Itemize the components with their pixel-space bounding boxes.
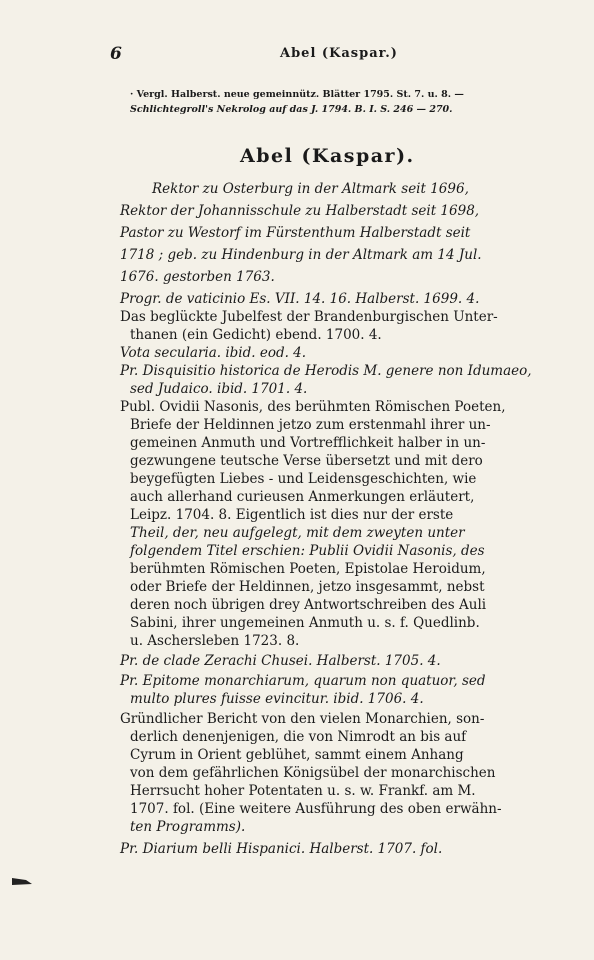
biography-line: 1676. gestorben 1763. [120, 269, 275, 285]
work-line: Publ. Ovidii Nasonis, des berühmten Römischen Poeten, [120, 399, 506, 415]
work-line: Herrsucht hoher Potentaten u. s. w. Frankf. am M. [130, 783, 476, 799]
biography-line: Rektor der Johannisschule zu Halberstadt seit 1698, [120, 203, 480, 219]
work-line: folgendem Titel erschien: Publii Ovidii Nasonis, des [130, 543, 485, 559]
work-line: 1707. fol. (Eine weitere Ausführung des oben erwähn- [130, 801, 502, 817]
biography-line: Rektor zu Osterburg in der Altmark seit 1696, [152, 181, 469, 197]
page-header [110, 44, 550, 64]
page-number: 6 [110, 44, 122, 64]
work-line: Vota secularia. ibid. eod. 4. [120, 345, 307, 361]
work-line: Briefe der Heldinnen jetzo zum erstenmahl ihrer un- [130, 417, 491, 433]
biography-line: Pastor zu Westorf im Fürstenthum Halberstadt seit [120, 225, 471, 241]
margin-ink-mark [12, 876, 32, 886]
work-line: oder Briefe der Heldinnen, jetzo insgesammt, nebst [130, 579, 485, 595]
work-line: beygefügten Liebes - und Leidensgeschichten, wie [130, 471, 477, 487]
work-line: Pr. Disquisitio historica de Herodis M. genere non Idumaeo, [120, 363, 532, 379]
work-line: Cyrum in Orient geblühet, sammt einem Anhang [130, 747, 464, 763]
work-line: sed Judaico. ibid. 1701. 4. [130, 381, 308, 397]
work-line: ten Programms). [130, 819, 246, 835]
work-line: Das beglückte Jubelfest der Brandenburgischen Unter- [120, 309, 498, 325]
work-line: gemeinen Anmuth und Vortrefflichkeit halber in un- [130, 435, 486, 451]
work-line: Gründlicher Bericht von den vielen Monarchien, son- [120, 711, 485, 727]
work-line: von dem gefährlichen Königsübel der monarchischen [130, 765, 496, 781]
work-line: berühmten Römischen Poeten, Epistolae Heroidum, [130, 561, 486, 577]
work-line: deren noch übrigen drey Antwortschreiben des Auli [130, 597, 487, 613]
work-line: u. Aschersleben 1723. 8. [130, 633, 300, 649]
work-line: thanen (ein Gedicht) ebend. 1700. 4. [130, 327, 382, 343]
work-line: Pr. Epitome monarchiarum, quarum non quatuor, sed [120, 673, 486, 689]
work-line: Theil, der, neu aufgelegt, mit dem zweyten unter [130, 525, 465, 541]
work-line: Leipz. 1704. 8. Eigentlich ist dies nur der erste [130, 507, 454, 523]
running-head: Abel (Kaspar.) [280, 46, 398, 61]
footnote-line: Schlichtegroll's Nekrolog auf das J. 1794. B. I. S. 246 — 270. [130, 104, 453, 115]
work-line: Pr. Diarium belli Hispanici. Halberst. 1707. fol. [120, 841, 443, 857]
work-line: multo plures fuisse evincitur. ibid. 1706. 4. [130, 691, 424, 707]
work-line: Sabini, ihrer ungemeinen Anmuth u. s. f. Quedlinb. [130, 615, 480, 631]
work-line: Pr. de clade Zerachi Chusei. Halberst. 1705. 4. [120, 653, 441, 669]
work-line: derlich denenjenigen, die von Nimrodt an bis auf [130, 729, 467, 745]
entry-title: Abel (Kaspar). [240, 145, 415, 167]
work-line: Progr. de vaticinio Es. VII. 14. 16. Halberst. 1699. 4. [120, 291, 480, 307]
biography-line: 1718 ; geb. zu Hindenburg in der Altmark am 14 Jul. [120, 247, 482, 263]
work-line: auch allerhand curieusen Anmerkungen erläutert, [130, 489, 475, 505]
footnote-line: · Vergl. Halberst. neue gemeinnütz. Blätter 1795. St. 7. u. 8. — [130, 89, 464, 100]
work-line: gezwungene teutsche Verse übersetzt und mit dero [130, 453, 483, 469]
